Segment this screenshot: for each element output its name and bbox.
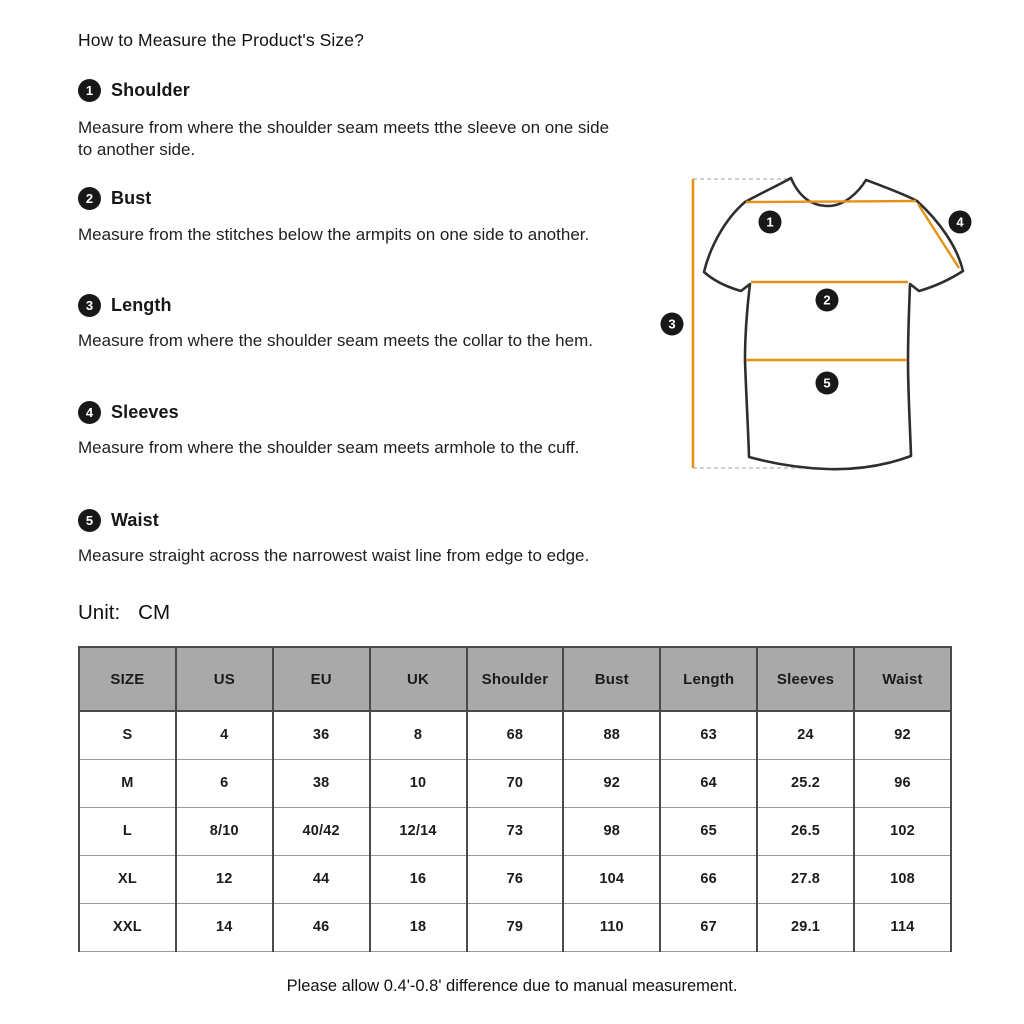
unit-label: Unit: xyxy=(78,601,121,624)
table-cell: 12 xyxy=(176,855,273,903)
table-cell: 46 xyxy=(273,903,370,951)
table-cell: 25.2 xyxy=(757,759,854,807)
table-cell: 4 xyxy=(176,711,273,759)
table-cell: 27.8 xyxy=(757,855,854,903)
table-cell: 92 xyxy=(563,759,660,807)
unit-value: CM xyxy=(138,601,171,624)
table-cell: 98 xyxy=(563,807,660,855)
table-cell: 67 xyxy=(660,903,757,951)
table-cell: 16 xyxy=(370,855,467,903)
table-cell: 102 xyxy=(854,807,951,855)
table-cell: XL xyxy=(79,855,176,903)
col-header-uk: UK xyxy=(370,647,467,711)
col-header-eu: EU xyxy=(273,647,370,711)
measure-item-bust xyxy=(78,187,151,210)
table-cell: 8 xyxy=(370,711,467,759)
table-cell: 38 xyxy=(273,759,370,807)
unit-line xyxy=(78,601,170,625)
col-header-waist: Waist xyxy=(854,647,951,711)
table-cell: 8/10 xyxy=(176,807,273,855)
number-badge-5: 5 xyxy=(78,509,101,532)
measure-title-length: Length xyxy=(111,295,172,315)
table-cell: 76 xyxy=(467,855,564,903)
col-header-size: SIZE xyxy=(79,647,176,711)
table-cell: 12/14 xyxy=(370,807,467,855)
col-header-sleeves: Sleeves xyxy=(757,647,854,711)
table-cell: 44 xyxy=(273,855,370,903)
tshirt-diagram-icon xyxy=(640,150,1024,490)
col-header-length: Length xyxy=(660,647,757,711)
diagram-marker-bust: 2 xyxy=(816,289,839,312)
table-cell: 104 xyxy=(563,855,660,903)
table-cell: 64 xyxy=(660,759,757,807)
measure-title-waist: Waist xyxy=(111,510,159,530)
table-row-m xyxy=(79,759,951,807)
col-header-bust: Bust xyxy=(563,647,660,711)
table-cell: 79 xyxy=(467,903,564,951)
table-cell: 36 xyxy=(273,711,370,759)
measure-desc-length: Measure from where the shoulder seam meets the collar to the hem. xyxy=(78,331,593,350)
number-badge-4: 4 xyxy=(78,401,101,424)
measure-desc-shoulder: Measure from where the shoulder seam meets tthe sleeve on one side to another side. xyxy=(78,118,610,159)
table-cell: 63 xyxy=(660,711,757,759)
table-cell: 24 xyxy=(757,711,854,759)
table-cell: 40/42 xyxy=(273,807,370,855)
table-cell: 6 xyxy=(176,759,273,807)
size-table-header-row xyxy=(79,647,951,711)
table-cell: 70 xyxy=(467,759,564,807)
measure-title-sleeves: Sleeves xyxy=(111,402,179,422)
table-row-s xyxy=(79,711,951,759)
table-cell: 68 xyxy=(467,711,564,759)
measure-item-length xyxy=(78,294,172,317)
table-cell: S xyxy=(79,711,176,759)
measure-desc-bust: Measure from the stitches below the armpits on one side to another. xyxy=(78,225,590,244)
measure-item-sleeves xyxy=(78,401,179,424)
table-cell: 26.5 xyxy=(757,807,854,855)
number-badge-2: 2 xyxy=(78,187,101,210)
table-cell: XXL xyxy=(79,903,176,951)
table-cell: 14 xyxy=(176,903,273,951)
diagram-marker-waist: 5 xyxy=(816,372,839,395)
table-cell: 108 xyxy=(854,855,951,903)
table-row-xxl xyxy=(79,903,951,951)
table-cell: 66 xyxy=(660,855,757,903)
table-cell: 110 xyxy=(563,903,660,951)
measure-desc-sleeves: Measure from where the shoulder seam meets armhole to the cuff. xyxy=(78,438,580,457)
size-table xyxy=(78,646,952,952)
measure-item-waist xyxy=(78,509,159,532)
measure-desc-waist: Measure straight across the narrowest waist line from edge to edge. xyxy=(78,546,590,565)
number-badge-3: 3 xyxy=(78,294,101,317)
table-cell: 92 xyxy=(854,711,951,759)
diagram-marker-sleeves: 4 xyxy=(949,211,972,234)
table-cell: 65 xyxy=(660,807,757,855)
tshirt-measure-diagram xyxy=(640,150,1024,490)
table-cell: 96 xyxy=(854,759,951,807)
measurement-tolerance-note: Please allow 0.4'-0.8' difference due to manual measurement. xyxy=(286,977,738,995)
table-cell: 114 xyxy=(854,903,951,951)
table-cell: 29.1 xyxy=(757,903,854,951)
page-title: How to Measure the Product's Size? xyxy=(78,30,364,50)
table-row-xl xyxy=(79,855,951,903)
measure-title-bust: Bust xyxy=(111,188,152,208)
col-header-shoulder: Shoulder xyxy=(467,647,564,711)
table-cell: 73 xyxy=(467,807,564,855)
col-header-us: US xyxy=(176,647,273,711)
table-cell: L xyxy=(79,807,176,855)
measure-item-shoulder xyxy=(78,79,190,102)
table-cell: 18 xyxy=(370,903,467,951)
measure-title-shoulder: Shoulder xyxy=(111,80,190,100)
number-badge-1: 1 xyxy=(78,79,101,102)
table-row-l xyxy=(79,807,951,855)
table-cell: M xyxy=(79,759,176,807)
diagram-marker-shoulder: 1 xyxy=(759,211,782,234)
table-cell: 88 xyxy=(563,711,660,759)
diagram-marker-length: 3 xyxy=(661,313,684,336)
table-cell: 10 xyxy=(370,759,467,807)
